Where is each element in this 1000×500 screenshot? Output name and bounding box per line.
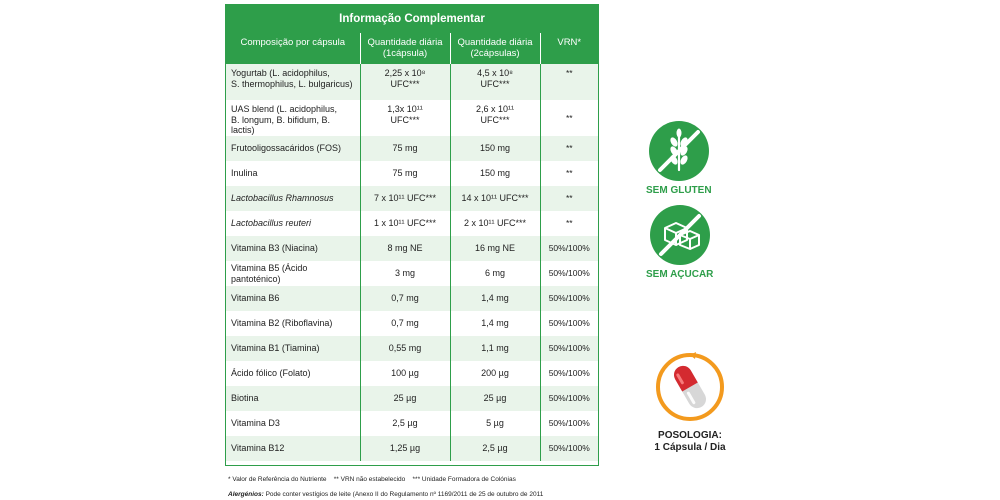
table-row (226, 336, 598, 361)
vrn-text: ** (565, 168, 573, 179)
table-row (226, 161, 598, 186)
ingredient-name (226, 136, 360, 161)
qty-2-capsules (450, 336, 540, 361)
qty-line: 2,25 x 10⁸ (384, 68, 426, 78)
ingredient-name (226, 311, 360, 336)
vrn-value (540, 386, 598, 411)
vrn-value (540, 336, 598, 361)
ingredient-name-text: Lactobacillus Rhamnosus (231, 193, 334, 204)
qty-value: 75 mg (392, 143, 418, 154)
vrn-text: 50%/100% (548, 368, 590, 379)
header-qty-2 (450, 33, 540, 64)
qty-1-capsule (360, 161, 450, 186)
gluten-free-badge (646, 120, 712, 196)
footnote-allergens (228, 491, 543, 498)
qty-value: 25 µg (483, 393, 507, 404)
vrn-text: ** (565, 193, 573, 204)
table-row (226, 386, 598, 411)
qty-2-capsules (450, 136, 540, 161)
qty-1-capsule (360, 64, 450, 100)
table-row (226, 286, 598, 311)
allergens-label: Alergénios: (228, 491, 264, 498)
ingredient-name (226, 286, 360, 311)
qty-2-capsules (450, 311, 540, 336)
posology-title: POSOLOGIA: (658, 430, 722, 441)
table-row (226, 136, 598, 161)
qty-1-capsule (360, 100, 450, 136)
vrn-value (540, 411, 598, 436)
header-qty-1 (360, 33, 450, 64)
table-body (226, 64, 598, 461)
qty-value: 1,4 mg (481, 318, 509, 329)
table-row (226, 64, 598, 100)
ingredient-name-text: Vitamina B6 (231, 293, 280, 304)
ingredient-name-text: Ácido fólico (Folato) (231, 368, 311, 379)
ingredient-name-text: Vitamina B3 (Niacina) (231, 243, 318, 254)
ingredient-name (226, 236, 360, 261)
table-row (226, 361, 598, 386)
ingredient-name (226, 186, 360, 211)
qty-value: 0,55 mg (388, 343, 422, 354)
qty-1-capsule (360, 186, 450, 211)
header-composition (226, 33, 360, 64)
table-row (226, 211, 598, 236)
table-header-row (226, 33, 598, 64)
vrn-value (540, 261, 598, 286)
qty-1-capsule (360, 261, 450, 286)
nutrition-panel (225, 4, 599, 466)
sugar-free-badge (646, 204, 713, 280)
ingredient-name-text: Vitamina B2 (Riboflavina) (231, 318, 333, 329)
vrn-value (540, 100, 598, 136)
vrn-value (540, 161, 598, 186)
qty-line: UFC*** (480, 114, 510, 125)
qty-value: 14 x 10¹¹ UFC*** (461, 193, 529, 204)
qty-line: 2,6 x 10¹¹ (475, 104, 515, 114)
header-vrn (540, 33, 598, 64)
qty-value: 0,7 mg (391, 293, 419, 304)
qty-1-capsule (360, 236, 450, 261)
qty-1-capsule (360, 136, 450, 161)
qty-2-capsules (450, 411, 540, 436)
qty-line: 1,3x 10¹¹ (387, 104, 423, 114)
qty-value: 8 mg NE (387, 243, 423, 254)
vrn-text: 50%/100% (548, 418, 590, 429)
qty-1-capsule (360, 286, 450, 311)
ingredient-name (226, 261, 360, 286)
qty-1-capsule (360, 336, 450, 361)
qty-2-capsules (450, 286, 540, 311)
qty-2-capsules (450, 436, 540, 461)
qty-1-capsule (360, 311, 450, 336)
qty-value: 150 mg (479, 143, 511, 154)
ingredient-name-text: Vitamina B1 (Tiamina) (231, 343, 320, 354)
vrn-value (540, 236, 598, 261)
qty-2-capsules (450, 211, 540, 236)
vrn-value (540, 436, 598, 461)
qty-value: 1,4 mg (481, 293, 509, 304)
ingredient-name-line: S. thermophilus, L. bulgaricus) (231, 78, 353, 89)
qty-value: 2 x 10¹¹ UFC*** (463, 218, 526, 229)
qty-2-capsules (450, 186, 540, 211)
vrn-value (540, 286, 598, 311)
footnote-legend: * Valor de Referência do Nutriente ** VRN não estabelecido *** Unidade Formadora de Colónias (228, 476, 516, 483)
qty-line: UFC*** (390, 78, 420, 89)
qty-value: 1,1 mg (481, 343, 509, 354)
sugar-free-label: SEM AÇUCAR (646, 269, 714, 280)
qty-value: 100 µg (391, 368, 419, 379)
header-vrn-label: VRN* (557, 37, 582, 48)
qty-line: 4,5 x 10⁸ (477, 68, 513, 78)
header-qty-1-label: Quantidade diária (1cápsula) (367, 37, 443, 59)
ingredient-name (226, 64, 360, 100)
vrn-text: 50%/100% (548, 243, 590, 254)
table-row (226, 411, 598, 436)
vrn-text: 50%/100% (548, 343, 590, 354)
allergens-text: Pode conter vestígios de leite (Anexo II do Regulamento nº 1169/2011 de 25 de outubro de 2011 (263, 491, 544, 498)
ingredient-name-text: Vitamina D3 (231, 418, 280, 429)
header-composition-label: Composição por cápsula (240, 37, 346, 48)
ingredient-name-text: Vitamina B12 (231, 443, 285, 454)
vrn-text: ** (565, 68, 573, 78)
posology-badge (640, 350, 740, 454)
qty-2-capsules (450, 64, 540, 100)
capsule-icon (653, 350, 727, 424)
qty-2-capsules (450, 361, 540, 386)
ingredient-name (226, 161, 360, 186)
ingredient-name-line: UAS blend (L. acidophilus, (231, 104, 338, 114)
qty-value: 5 µg (486, 418, 504, 429)
ingredient-name-text: Frutooligossacáridos (FOS) (231, 143, 342, 154)
ingredient-name-text: Lactobacillus reuteri (231, 218, 312, 229)
vrn-value (540, 64, 598, 100)
ingredient-name-line: B. longum, B. bifidum, B. lactis) (231, 114, 331, 135)
ingredient-name (226, 411, 360, 436)
table-row (226, 186, 598, 211)
ingredient-name-text: Inulina (231, 168, 258, 179)
ingredient-name (226, 436, 360, 461)
ingredient-name-text: Biotina (231, 393, 259, 404)
vrn-text: 50%/100% (548, 268, 590, 279)
gluten-free-icon (648, 120, 710, 182)
qty-2-capsules (450, 161, 540, 186)
posology-dose: 1 Cápsula / Dia (654, 442, 726, 453)
qty-value: 6 mg (484, 268, 505, 279)
vrn-text: 50%/100% (548, 393, 590, 404)
qty-1-capsule (360, 411, 450, 436)
header-qty-2-label: Quantidade diária (2cápsulas) (457, 37, 533, 59)
vrn-value (540, 186, 598, 211)
vrn-text: ** (565, 218, 573, 229)
qty-2-capsules (450, 386, 540, 411)
qty-line: UFC*** (480, 78, 510, 89)
vrn-text: 50%/100% (548, 318, 590, 329)
ingredient-name (226, 386, 360, 411)
vrn-text: ** (565, 112, 573, 123)
vrn-value (540, 136, 598, 161)
table-row (226, 100, 598, 136)
qty-2-capsules (450, 236, 540, 261)
qty-1-capsule (360, 211, 450, 236)
qty-line: UFC*** (390, 114, 420, 125)
table-row (226, 261, 598, 286)
qty-value: 1 x 10¹¹ UFC*** (373, 218, 436, 229)
ingredient-name (226, 211, 360, 236)
sugar-free-icon (649, 204, 711, 266)
vrn-value (540, 361, 598, 386)
ingredient-name-text: Vitamina B5 (Ácido pantoténico) (231, 263, 308, 284)
table-row (226, 236, 598, 261)
qty-value: 150 mg (479, 168, 511, 179)
qty-value: 3 mg (394, 268, 415, 279)
qty-value: 0,7 mg (391, 318, 419, 329)
table-title: Informação Complementar (226, 5, 598, 33)
qty-1-capsule (360, 436, 450, 461)
vrn-value (540, 311, 598, 336)
qty-value: 2,5 µg (482, 443, 508, 454)
qty-value: 7 x 10¹¹ UFC*** (373, 193, 436, 204)
qty-value: 25 µg (393, 393, 417, 404)
qty-value: 200 µg (481, 368, 509, 379)
qty-2-capsules (450, 100, 540, 136)
vrn-value (540, 211, 598, 236)
ingredient-name-line: Yogurtab (L. acidophilus, (231, 68, 330, 78)
vrn-text: ** (565, 143, 573, 154)
qty-2-capsules (450, 261, 540, 286)
nutrition-table (226, 33, 598, 461)
vrn-text: 50%/100% (548, 293, 590, 304)
ingredient-name (226, 100, 360, 136)
qty-value: 1,25 µg (389, 443, 421, 454)
table-row (226, 311, 598, 336)
vrn-text: 50%/100% (548, 443, 590, 454)
gluten-free-label: SEM GLUTEN (646, 185, 712, 196)
ingredient-name (226, 361, 360, 386)
qty-value: 75 mg (392, 168, 418, 179)
ingredient-name (226, 336, 360, 361)
table-row (226, 436, 598, 461)
qty-1-capsule (360, 386, 450, 411)
qty-value: 2,5 µg (392, 418, 418, 429)
qty-value: 16 mg NE (474, 243, 516, 254)
qty-1-capsule (360, 361, 450, 386)
